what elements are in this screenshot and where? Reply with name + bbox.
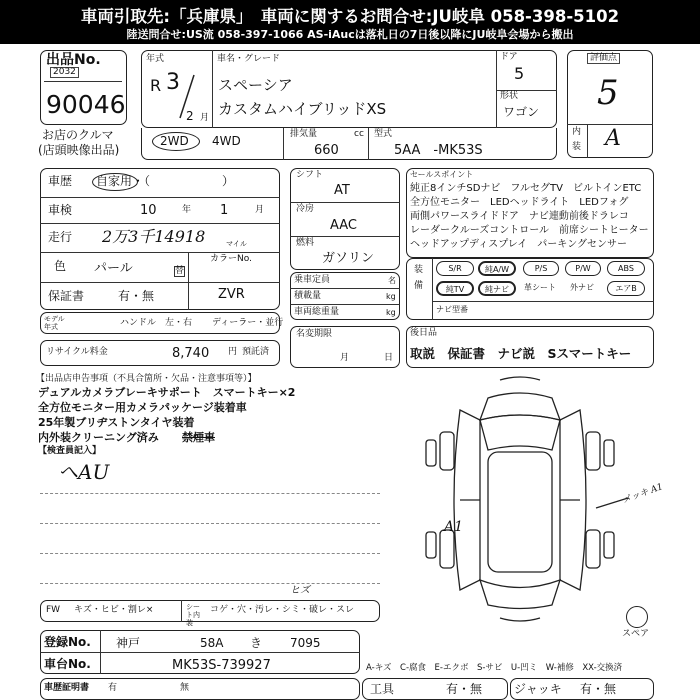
history-value: 自家用・（ ） <box>96 174 235 188</box>
lot-number: 90046 <box>46 90 126 119</box>
record-opt2: 無 <box>180 683 190 693</box>
equip-ps: P/S <box>523 261 559 276</box>
registration-kana: き <box>250 636 263 650</box>
interior-label-1: 内 <box>572 127 582 137</box>
interior-label-2: 装 <box>572 142 582 152</box>
inspector-label: 【検査員記入】 <box>38 446 102 456</box>
sales-point-line-5: ヘッドアップディスプレイ パーキングセンサー <box>410 239 627 250</box>
header-line-2: 陸送問合せ:US流 058-397-1066 AS-iAucは落札日の7日後以降にJU岐阜会場から搬出 <box>126 28 574 41</box>
seat-label: シート内装 <box>186 603 200 627</box>
model-grade: カスタムハイブリッドXS <box>218 100 387 118</box>
diagram-a1: A1 <box>444 519 464 535</box>
header-bar <box>0 0 700 44</box>
capacity-row2: 積載量 <box>294 291 322 301</box>
interior-value: A <box>605 126 621 151</box>
doors-label: ドア <box>500 52 518 62</box>
shape-value: ワゴン <box>503 105 540 119</box>
equip-tv: 純TV <box>436 281 474 296</box>
inspection-year-unit: 年 <box>182 205 192 215</box>
year-era: R <box>150 76 162 95</box>
inspection-month-unit: 月 <box>255 205 265 215</box>
color-code: ZVR <box>218 287 245 302</box>
color-label: 色 <box>54 259 67 273</box>
spare-tire-icon <box>626 606 648 628</box>
equip-abs: ABS <box>607 261 645 276</box>
lot-sub: 2032 <box>50 67 79 78</box>
capacity-row3: 車両総重量 <box>294 307 340 317</box>
registration-number: 7095 <box>290 636 321 650</box>
color-code-label: カラーNo. <box>210 254 252 264</box>
diagram-side-note: メッキ A1 <box>621 482 665 506</box>
sales-point-line-3: 両側パワースライドドア ナビ連動前後ドラレコ <box>410 211 629 222</box>
capacity-unit2: kg <box>386 292 396 301</box>
equip-navi: 純ナビ <box>478 281 516 296</box>
shift-value: AT <box>334 183 350 198</box>
capacity-unit1: 名 <box>388 276 396 285</box>
dealer-label: ディーラー・並行 <box>212 318 284 328</box>
history-label: 車歴 <box>48 174 73 188</box>
jack-value: 有・無 <box>580 682 617 696</box>
equip-airbag: エアB <box>607 281 645 296</box>
record-opt1: 有 <box>108 683 118 693</box>
sales-point-line-4: レーダークルーズコントロール 前席シートヒーター <box>410 225 649 236</box>
damage-legend: A-キズ C-腐食 E-エクボ S-サビ U-凹ミ W-補修 XX-交換済 <box>366 663 623 673</box>
spare-label: スペア <box>622 629 650 639</box>
type-label: 型式 <box>374 129 393 139</box>
year-month: 2 <box>186 109 194 123</box>
registration-label: 登録No. <box>44 635 91 649</box>
registration-place: 神戸 <box>116 636 141 650</box>
shop-note-line-4: 内外装クリーニング済み <box>38 431 159 444</box>
equipment-label-2: 備 <box>414 281 424 291</box>
shop-note-line-2: 全方位モニター用カメラパッケージ装着車 <box>38 401 247 414</box>
shop-note-line-1: デュアルカメラブレーキサポート スマートキー×2 <box>38 386 296 399</box>
warranty-label: 保証書 <box>48 289 85 303</box>
score-value: 5 <box>597 73 619 113</box>
equip-sr: S/R <box>436 261 474 276</box>
sales-point-line-1: 純正8インチSDナビ フルセグTV ビルトインETC <box>410 183 642 194</box>
inspection-label: 車検 <box>48 203 73 217</box>
displacement-value: 660 <box>314 143 339 158</box>
equip-leather: 革シート <box>524 283 556 292</box>
lot-label: 出品No. <box>46 52 101 68</box>
displacement-label: 排気量 <box>290 129 318 139</box>
shift-label: シフト <box>296 170 324 180</box>
mileage-value: 2万3千14918 <box>102 227 206 246</box>
equip-ext-navi: 外ナビ <box>570 283 594 292</box>
nav-type-label: ナビ型番 <box>436 305 468 314</box>
fw-label: FW <box>46 605 61 615</box>
chassis-label: 車台No. <box>44 657 91 671</box>
inspection-year: 10 <box>140 203 157 218</box>
recycle-unit: 円 <box>228 347 238 357</box>
recycle-label: リサイクル料金 <box>46 347 108 357</box>
drive-4wd: 4WD <box>212 134 241 148</box>
recycle-note: 預託済 <box>242 347 270 357</box>
fw-handwritten: ヒズ <box>290 585 310 596</box>
fuel-label: 燃料 <box>296 238 315 248</box>
shop-car-line2: (店頭映像出品) <box>38 143 120 157</box>
equip-pw: P/W <box>565 261 601 276</box>
shop-notes-label: 【出品店申告事項（不具合箇所・欠品・注意事項等）】 <box>36 374 257 384</box>
sales-point-line-2: 全方位モニター LEDヘッドライト LEDフォグ <box>410 197 629 208</box>
color-value: パール <box>94 261 133 276</box>
shop-note-line-3: 25年製ブリヂストンタイヤ装着 <box>38 416 195 429</box>
year-value: 3 <box>166 70 180 95</box>
doors-value: 5 <box>514 64 525 83</box>
shop-car-line1: お店のクルマ <box>42 128 114 142</box>
seat-items: コゲ・穴・汚レ・シミ・破レ・スレ <box>210 605 355 615</box>
capacity-row1: 乗車定員 <box>294 275 331 285</box>
mileage-unit: マイル <box>226 240 247 248</box>
color-change-label: 替 <box>175 266 185 276</box>
year-label: 年式 <box>146 54 165 64</box>
cooling-value: AAC <box>330 218 357 233</box>
jack-label: ジャッキ <box>514 682 562 696</box>
model-name: スペーシア <box>218 76 293 94</box>
registration-class: 58A <box>200 636 224 650</box>
equip-aw: 純A/W <box>478 261 516 276</box>
car-diagram <box>400 380 640 620</box>
warranty-value: 有・無 <box>118 289 155 303</box>
capacity-unit3: kg <box>386 308 396 317</box>
type-value: 5AA -MK53S <box>394 143 483 158</box>
name-change-day: 日 <box>384 353 394 363</box>
tools-value: 有・無 <box>446 682 483 696</box>
fw-items: キズ・ヒビ・割レ× <box>74 605 154 615</box>
sales-points-label: セールスポイント <box>410 170 474 179</box>
score-label: 評価点 <box>587 53 620 64</box>
equipment-label-1: 装 <box>414 265 424 275</box>
record-label: 車歴証明書 <box>44 683 90 693</box>
drive-2wd: 2WD <box>160 134 189 148</box>
model-year-label: モデル年式 <box>44 315 65 331</box>
tools-label: 工具 <box>370 682 395 696</box>
after-parts-label: 後日品 <box>410 328 438 338</box>
recycle-value: 8,740 <box>172 346 210 361</box>
name-change-month: 月 <box>340 353 350 363</box>
displacement-unit: cc <box>354 129 364 139</box>
year-month-unit: 月 <box>200 113 210 123</box>
header-line-1: 車両引取先:「兵庫県」 車両に関するお問合せ:JU岐阜 058-398-5102 <box>80 7 620 26</box>
inspector-note: ヘAU <box>58 460 110 484</box>
inspection-month: 1 <box>220 203 229 218</box>
handle-label: ハンドル 左・右 <box>120 318 193 328</box>
after-parts-value: 取説 保証書 ナビ説 Sスマートキー <box>410 346 632 361</box>
cooling-label: 冷房 <box>296 204 315 214</box>
fuel-value: ガソリン <box>322 251 375 266</box>
shop-note-struck: 禁煙車 <box>182 431 215 444</box>
chassis-value: MK53S-739927 <box>172 658 271 673</box>
shape-label: 形状 <box>500 91 519 101</box>
name-change-label: 名変期限 <box>296 329 333 339</box>
mileage-label: 走行 <box>48 230 73 244</box>
drive-row <box>141 128 557 160</box>
model-label: 車名・グレード <box>217 54 281 64</box>
